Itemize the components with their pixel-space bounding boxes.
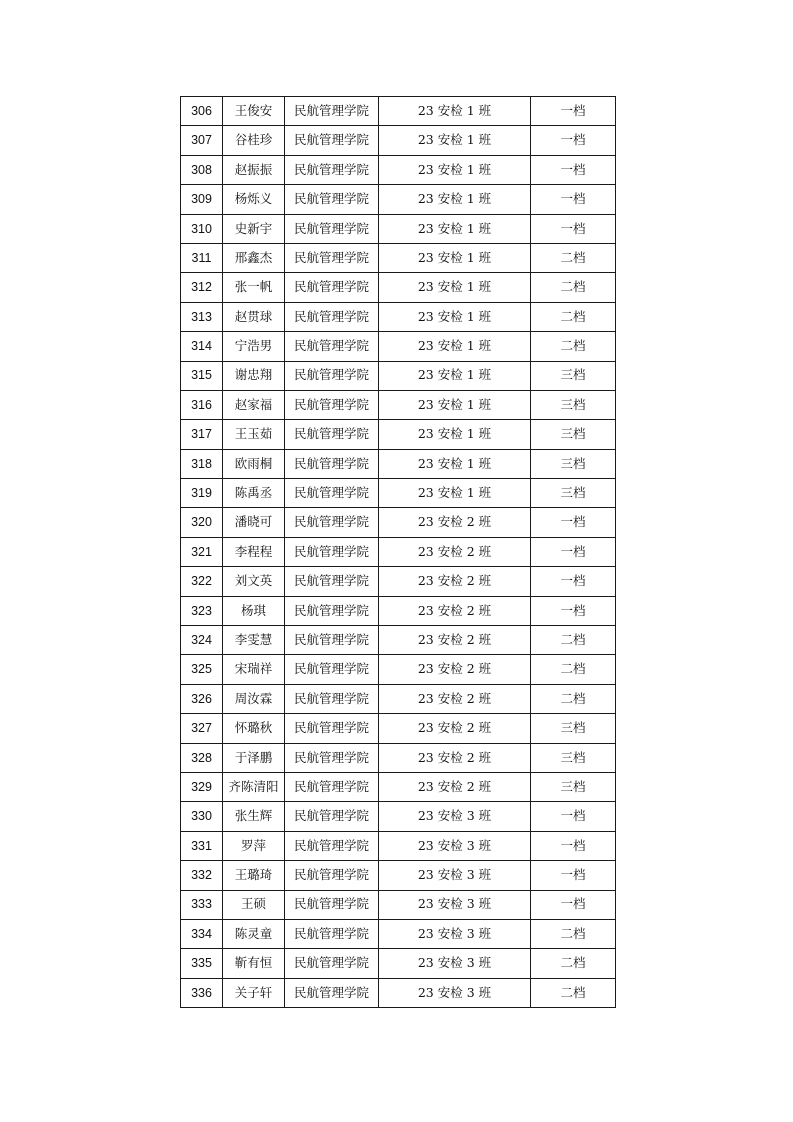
student-name: 王俊安 [223,97,285,126]
class-name: 23 安检 2 班 [379,714,531,743]
table-row [181,449,616,478]
class-name: 23 安检 1 班 [379,273,531,302]
college-name: 民航管理学院 [285,949,379,978]
grade-level: 二档 [531,978,616,1007]
row-number: 327 [181,714,223,743]
row-number: 329 [181,772,223,801]
table-row [181,655,616,684]
class-name: 23 安检 3 班 [379,949,531,978]
class-name: 23 安检 1 班 [379,449,531,478]
table-row [181,479,616,508]
college-name: 民航管理学院 [285,890,379,919]
table-row [181,831,616,860]
student-name: 谷桂珍 [223,126,285,155]
table-row [181,361,616,390]
grade-level: 三档 [531,420,616,449]
table-row [181,861,616,890]
student-name: 陈灵童 [223,919,285,948]
row-number: 322 [181,567,223,596]
class-name: 23 安检 2 班 [379,772,531,801]
row-number: 324 [181,626,223,655]
college-name: 民航管理学院 [285,684,379,713]
grade-level: 三档 [531,361,616,390]
class-name: 23 安检 2 班 [379,596,531,625]
college-name: 民航管理学院 [285,626,379,655]
grade-level: 一档 [531,802,616,831]
grade-level: 三档 [531,479,616,508]
row-number: 333 [181,890,223,919]
college-name: 民航管理学院 [285,97,379,126]
class-name: 23 安检 1 班 [379,390,531,419]
college-name: 民航管理学院 [285,537,379,566]
college-name: 民航管理学院 [285,214,379,243]
row-number: 307 [181,126,223,155]
table-row [181,302,616,331]
row-number: 308 [181,155,223,184]
table-row [181,978,616,1007]
table-row [181,390,616,419]
row-number: 309 [181,185,223,214]
college-name: 民航管理学院 [285,449,379,478]
class-name: 23 安检 2 班 [379,655,531,684]
college-name: 民航管理学院 [285,361,379,390]
table-row [181,537,616,566]
row-number: 326 [181,684,223,713]
grade-level: 一档 [531,155,616,184]
table-row [181,596,616,625]
grade-level: 一档 [531,214,616,243]
table-row [181,420,616,449]
row-number: 335 [181,949,223,978]
student-name: 欧雨桐 [223,449,285,478]
student-name: 张一帆 [223,273,285,302]
college-name: 民航管理学院 [285,743,379,772]
student-name: 杨琪 [223,596,285,625]
student-name: 王硕 [223,890,285,919]
grade-level: 三档 [531,390,616,419]
college-name: 民航管理学院 [285,302,379,331]
student-name: 潘晓可 [223,508,285,537]
college-name: 民航管理学院 [285,243,379,272]
row-number: 321 [181,537,223,566]
class-name: 23 安检 3 班 [379,802,531,831]
row-number: 310 [181,214,223,243]
student-name: 宁浩男 [223,332,285,361]
grade-level: 三档 [531,743,616,772]
class-name: 23 安检 2 班 [379,567,531,596]
row-number: 315 [181,361,223,390]
grade-level: 二档 [531,919,616,948]
class-name: 23 安检 1 班 [379,126,531,155]
college-name: 民航管理学院 [285,155,379,184]
row-number: 313 [181,302,223,331]
student-name: 李程程 [223,537,285,566]
row-number: 328 [181,743,223,772]
grade-level: 一档 [531,97,616,126]
grade-level: 二档 [531,655,616,684]
table-row [181,97,616,126]
student-name: 宋瑞祥 [223,655,285,684]
student-name: 史新宇 [223,214,285,243]
row-number: 334 [181,919,223,948]
table-row [181,890,616,919]
college-name: 民航管理学院 [285,861,379,890]
college-name: 民航管理学院 [285,479,379,508]
grade-level: 一档 [531,890,616,919]
grade-level: 一档 [531,596,616,625]
row-number: 320 [181,508,223,537]
grade-level: 一档 [531,861,616,890]
class-name: 23 安检 2 班 [379,743,531,772]
table-row [181,243,616,272]
student-name: 赵贯球 [223,302,285,331]
class-name: 23 安检 3 班 [379,890,531,919]
table-row [181,214,616,243]
student-name: 张生辉 [223,802,285,831]
student-name: 齐陈清阳 [223,772,285,801]
class-name: 23 安检 1 班 [379,361,531,390]
row-number: 311 [181,243,223,272]
class-name: 23 安检 2 班 [379,537,531,566]
grade-level: 二档 [531,302,616,331]
college-name: 民航管理学院 [285,772,379,801]
student-table [180,96,616,1008]
grade-level: 二档 [531,949,616,978]
grade-level: 一档 [531,537,616,566]
college-name: 民航管理学院 [285,273,379,302]
grade-level: 一档 [531,831,616,860]
table-row [181,185,616,214]
row-number: 316 [181,390,223,419]
table-row [181,273,616,302]
table-row [181,155,616,184]
student-name: 怀璐秋 [223,714,285,743]
student-name: 王璐琦 [223,861,285,890]
class-name: 23 安检 1 班 [379,479,531,508]
student-name: 邢鑫杰 [223,243,285,272]
class-name: 23 安检 1 班 [379,332,531,361]
college-name: 民航管理学院 [285,126,379,155]
class-name: 23 安检 1 班 [379,155,531,184]
table-row [181,684,616,713]
table-row [181,126,616,155]
grade-level: 三档 [531,449,616,478]
row-number: 314 [181,332,223,361]
table-row [181,508,616,537]
row-number: 325 [181,655,223,684]
college-name: 民航管理学院 [285,831,379,860]
college-name: 民航管理学院 [285,802,379,831]
college-name: 民航管理学院 [285,390,379,419]
grade-level: 一档 [531,508,616,537]
student-name: 周汝霖 [223,684,285,713]
class-name: 23 安检 2 班 [379,684,531,713]
college-name: 民航管理学院 [285,714,379,743]
row-number: 319 [181,479,223,508]
college-name: 民航管理学院 [285,919,379,948]
class-name: 23 安检 1 班 [379,420,531,449]
class-name: 23 安检 3 班 [379,978,531,1007]
table-row [181,626,616,655]
row-number: 323 [181,596,223,625]
student-name: 赵振振 [223,155,285,184]
table-row [181,919,616,948]
college-name: 民航管理学院 [285,420,379,449]
class-name: 23 安检 3 班 [379,831,531,860]
grade-level: 二档 [531,332,616,361]
grade-level: 一档 [531,185,616,214]
row-number: 306 [181,97,223,126]
student-name: 谢忠翔 [223,361,285,390]
college-name: 民航管理学院 [285,596,379,625]
student-name: 罗萍 [223,831,285,860]
student-name: 王玉茹 [223,420,285,449]
grade-level: 二档 [531,243,616,272]
row-number: 330 [181,802,223,831]
student-name: 关子轩 [223,978,285,1007]
student-name: 陈禹丞 [223,479,285,508]
class-name: 23 安检 3 班 [379,919,531,948]
grade-level: 二档 [531,684,616,713]
class-name: 23 安检 1 班 [379,97,531,126]
row-number: 312 [181,273,223,302]
grade-level: 二档 [531,273,616,302]
class-name: 23 安检 1 班 [379,185,531,214]
student-name: 靳有恒 [223,949,285,978]
class-name: 23 安检 2 班 [379,508,531,537]
student-name: 刘文英 [223,567,285,596]
college-name: 民航管理学院 [285,508,379,537]
grade-level: 一档 [531,126,616,155]
student-table-body [181,97,616,1008]
table-row [181,802,616,831]
table-row [181,714,616,743]
grade-level: 一档 [531,567,616,596]
student-name: 于泽鹏 [223,743,285,772]
student-name: 杨烁义 [223,185,285,214]
class-name: 23 安检 1 班 [379,302,531,331]
grade-level: 三档 [531,772,616,801]
class-name: 23 安检 1 班 [379,214,531,243]
college-name: 民航管理学院 [285,978,379,1007]
row-number: 332 [181,861,223,890]
college-name: 民航管理学院 [285,332,379,361]
row-number: 318 [181,449,223,478]
row-number: 336 [181,978,223,1007]
class-name: 23 安检 3 班 [379,861,531,890]
class-name: 23 安检 1 班 [379,243,531,272]
grade-level: 二档 [531,626,616,655]
college-name: 民航管理学院 [285,185,379,214]
table-row [181,772,616,801]
row-number: 317 [181,420,223,449]
grade-level: 三档 [531,714,616,743]
college-name: 民航管理学院 [285,655,379,684]
class-name: 23 安检 2 班 [379,626,531,655]
student-name: 赵家福 [223,390,285,419]
table-row [181,949,616,978]
table-row [181,567,616,596]
student-name: 李雯慧 [223,626,285,655]
row-number: 331 [181,831,223,860]
college-name: 民航管理学院 [285,567,379,596]
table-row [181,332,616,361]
table-row [181,743,616,772]
